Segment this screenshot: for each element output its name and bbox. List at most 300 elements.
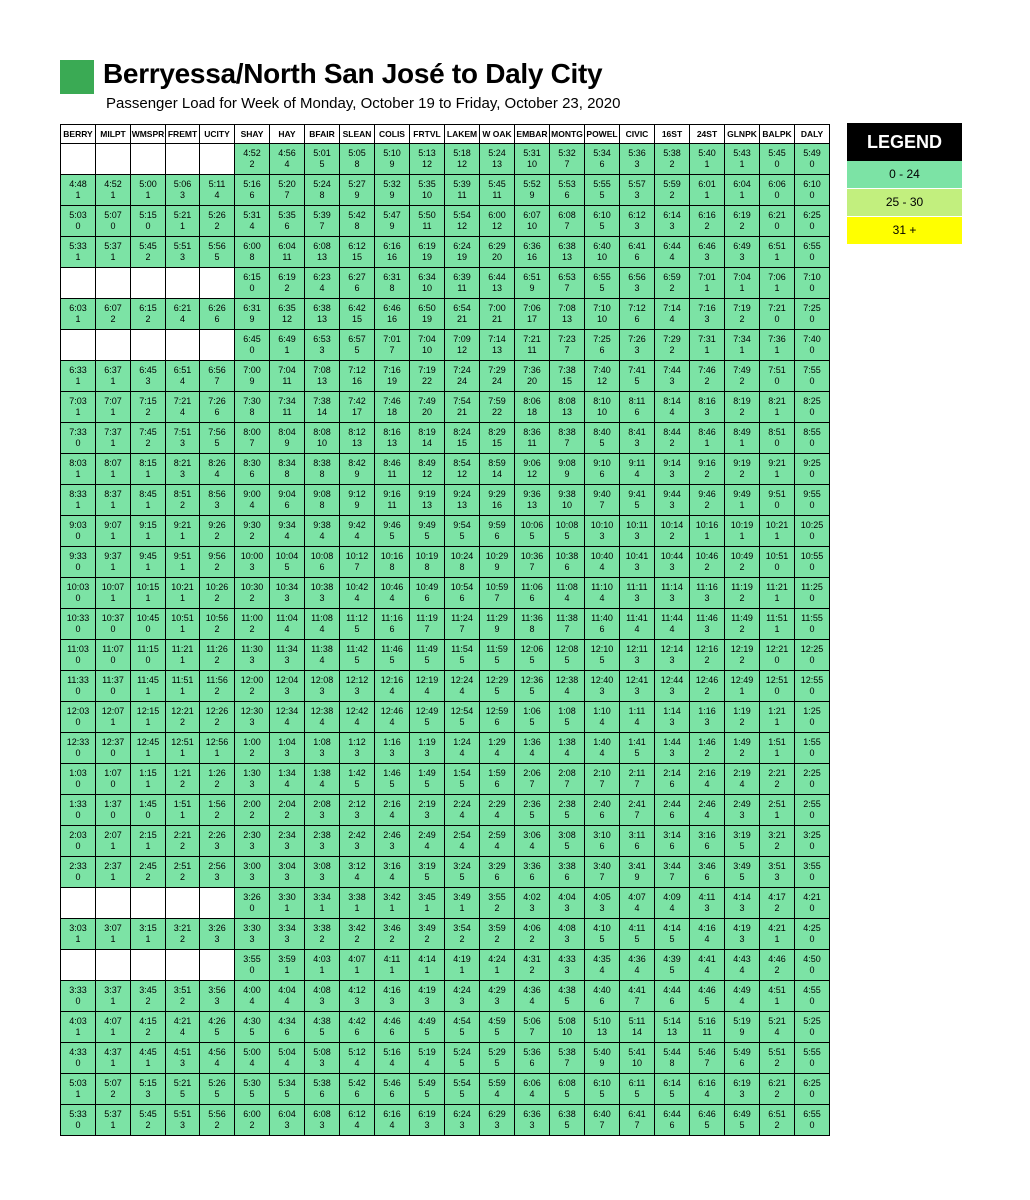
departure-time: 12:33 [66, 737, 90, 747]
load-cell [305, 950, 340, 981]
passenger-load: 7 [704, 1058, 710, 1068]
load-cell [585, 578, 620, 609]
load-cell [410, 485, 445, 516]
passenger-load: 5 [599, 283, 605, 293]
load-cell [480, 888, 515, 919]
load-cell [200, 1012, 235, 1043]
load-cell [96, 485, 131, 516]
brand-logo-square [60, 60, 94, 94]
load-cell [795, 857, 830, 888]
departure-time: 3:55 [488, 892, 506, 902]
load-cell [340, 423, 375, 454]
load-cell [235, 578, 270, 609]
load-cell [131, 1105, 166, 1136]
passenger-load: 16 [491, 500, 502, 510]
departure-time: 6:44 [488, 272, 506, 282]
passenger-load: 4 [249, 500, 255, 510]
passenger-load: 7 [634, 996, 640, 1006]
departure-time: 11:56 [206, 675, 228, 685]
passenger-load: 3 [145, 1089, 151, 1099]
passenger-load: 1 [704, 345, 710, 355]
load-cell [655, 268, 690, 299]
departure-time: 5:51 [768, 1047, 786, 1057]
departure-time: 4:11 [628, 923, 646, 933]
load-cell [410, 919, 445, 950]
departure-time: 5:38 [558, 1047, 576, 1057]
passenger-load: 7 [424, 624, 430, 634]
departure-time: 6:27 [348, 272, 366, 282]
passenger-load: 2 [145, 407, 151, 417]
departure-time: 12:44 [660, 675, 684, 685]
passenger-load: 0 [75, 996, 81, 1006]
load-cell [200, 516, 235, 547]
load-cell [690, 733, 725, 764]
passenger-load: 7 [249, 438, 255, 448]
passenger-load: 9 [599, 1058, 605, 1068]
passenger-load: 13 [316, 314, 327, 324]
passenger-load: 4 [704, 1089, 710, 1099]
passenger-load: 0 [809, 779, 815, 789]
station-header: COLIS [375, 125, 410, 144]
passenger-load: 1 [145, 593, 151, 603]
departure-time: 10:12 [345, 551, 369, 561]
departure-time: 4:06 [523, 923, 541, 933]
load-cell [760, 144, 795, 175]
departure-time: 8:54 [453, 458, 471, 468]
load-cell [480, 330, 515, 361]
departure-time: 1:37 [104, 799, 122, 809]
passenger-load: 2 [774, 1089, 780, 1099]
load-cell [131, 485, 166, 516]
load-cell [410, 733, 445, 764]
load-cell [410, 578, 445, 609]
load-cell [585, 764, 620, 795]
passenger-load: 6 [669, 1120, 675, 1130]
departure-time: 2:21 [173, 830, 192, 840]
passenger-load: 2 [179, 841, 185, 851]
departure-time: 12:46 [695, 675, 719, 685]
load-cell [96, 1012, 131, 1043]
passenger-load: 5 [354, 779, 360, 789]
load-cell [480, 733, 515, 764]
passenger-load: 6 [634, 314, 640, 324]
passenger-load: 16 [351, 376, 362, 386]
load-cell [166, 1105, 200, 1136]
passenger-load: 4 [599, 965, 605, 975]
trip-row [61, 950, 830, 981]
load-cell [585, 826, 620, 857]
passenger-load: 2 [739, 469, 745, 479]
passenger-load: 3 [249, 717, 255, 727]
departure-time: 8:38 [313, 458, 331, 468]
departure-time: 7:38 [558, 365, 576, 375]
load-cell [515, 981, 550, 1012]
passenger-load: 2 [704, 469, 710, 479]
departure-time: 12:55 [800, 675, 824, 685]
passenger-load: 6 [669, 996, 675, 1006]
load-cell [585, 237, 620, 268]
load-cell [725, 237, 760, 268]
passenger-load: 1 [75, 500, 81, 510]
load-cell [410, 392, 445, 423]
departure-time: 2:42 [348, 830, 366, 840]
passenger-load: 9 [494, 562, 500, 572]
departure-time: 4:11 [383, 954, 401, 964]
passenger-load: 7 [564, 283, 570, 293]
passenger-load: 13 [386, 438, 397, 448]
passenger-load: 3 [739, 810, 745, 820]
load-cell [760, 826, 795, 857]
load-cell [235, 733, 270, 764]
load-cell [270, 702, 305, 733]
load-cell [760, 981, 795, 1012]
trip-row [61, 1043, 830, 1074]
load-cell [655, 733, 690, 764]
departure-time: 4:07 [104, 1016, 122, 1026]
load-cell [61, 206, 96, 237]
departure-time: 5:39 [453, 179, 471, 189]
passenger-load: 13 [666, 1027, 677, 1037]
departure-time: 5:08 [558, 1016, 576, 1026]
passenger-load: 3 [249, 934, 255, 944]
load-cell [585, 1043, 620, 1074]
passenger-load: 4 [424, 841, 430, 851]
load-cell [620, 702, 655, 733]
load-cell [690, 857, 725, 888]
departure-time: 5:35 [278, 210, 296, 220]
departure-time: 2:46 [383, 830, 401, 840]
passenger-load: 3 [214, 872, 220, 882]
departure-time: 12:16 [695, 644, 719, 654]
passenger-load: 5 [634, 500, 640, 510]
load-cell [550, 175, 585, 206]
passenger-load: 5 [179, 1089, 185, 1099]
load-cell [270, 640, 305, 671]
load-cell [166, 392, 200, 423]
passenger-load: 3 [354, 748, 360, 758]
load-cell [200, 1105, 235, 1136]
load-cell [270, 1105, 305, 1136]
load-cell [620, 888, 655, 919]
load-cell [235, 1012, 270, 1043]
departure-time: 5:42 [348, 1078, 366, 1088]
load-cell [480, 609, 515, 640]
load-cell [690, 268, 725, 299]
departure-time: 12:16 [380, 675, 404, 685]
passenger-load: 9 [249, 314, 255, 324]
load-cell [375, 516, 410, 547]
load-cell [445, 175, 480, 206]
load-cell [131, 671, 166, 702]
load-cell [61, 1074, 96, 1105]
load-cell [690, 392, 725, 423]
passenger-load: 4 [424, 686, 430, 696]
passenger-load: 4 [564, 748, 570, 758]
load-cell [61, 1105, 96, 1136]
departure-time: 5:38 [663, 148, 681, 158]
load-cell [795, 1074, 830, 1105]
departure-time: 11:37 [102, 675, 124, 685]
passenger-load: 5 [564, 841, 570, 851]
passenger-load: 0 [145, 810, 151, 820]
load-cell [200, 299, 235, 330]
passenger-load: 0 [809, 500, 815, 510]
departure-time: 6:29 [488, 241, 506, 251]
load-cell [725, 1012, 760, 1043]
departure-time: 7:14 [663, 303, 681, 313]
departure-time: 5:31 [523, 148, 541, 158]
load-cell [340, 578, 375, 609]
passenger-load: 4 [249, 996, 255, 1006]
departure-time: 2:04 [278, 799, 296, 809]
passenger-load: 9 [389, 190, 395, 200]
load-cell [375, 795, 410, 826]
load-cell [795, 640, 830, 671]
load-cell [305, 175, 340, 206]
load-cell [725, 826, 760, 857]
load-cell [305, 919, 340, 950]
load-cell [166, 795, 200, 826]
load-cell [550, 733, 585, 764]
load-cell [61, 826, 96, 857]
departure-time: 9:08 [313, 489, 331, 499]
departure-time: 7:16 [383, 365, 401, 375]
load-cell [340, 454, 375, 485]
departure-time: 1:46 [698, 737, 716, 747]
passenger-load: 1 [704, 190, 710, 200]
passenger-load: 0 [774, 159, 780, 169]
passenger-load: 8 [354, 159, 360, 169]
passenger-load: 10 [561, 500, 572, 510]
departure-time: 6:44 [663, 241, 681, 251]
passenger-load: 9 [354, 190, 360, 200]
departure-time: 6:03 [69, 303, 87, 313]
departure-time: 5:52 [523, 179, 541, 189]
passenger-load: 20 [526, 376, 537, 386]
passenger-load: 13 [561, 252, 572, 262]
passenger-load: 3 [214, 841, 220, 851]
passenger-load: 13 [421, 500, 432, 510]
departure-time: 5:45 [139, 241, 157, 251]
passenger-load: 4 [739, 996, 745, 1006]
departure-time: 10:33 [66, 613, 90, 623]
departure-time: 12:14 [660, 644, 684, 654]
departure-time: 2:19 [418, 799, 436, 809]
load-cell [305, 1012, 340, 1043]
departure-time: 12:11 [626, 644, 648, 654]
load-cell [305, 144, 340, 175]
passenger-load: 1 [110, 841, 116, 851]
load-cell [585, 206, 620, 237]
passenger-load: 8 [669, 1058, 675, 1068]
passenger-load: 5 [249, 1089, 255, 1099]
passenger-load: 4 [354, 531, 360, 541]
departure-time: 5:11 [628, 1016, 646, 1026]
load-cell [270, 857, 305, 888]
departure-time: 1:06 [523, 706, 541, 716]
departure-time: 4:46 [768, 954, 786, 964]
station-header-row [61, 125, 830, 144]
departure-time: 8:51 [173, 489, 192, 499]
passenger-load: 5 [459, 717, 465, 727]
load-cell [620, 237, 655, 268]
load-cell [305, 206, 340, 237]
passenger-load: 3 [634, 190, 640, 200]
load-cell [620, 392, 655, 423]
departure-time: 10:45 [136, 613, 160, 623]
passenger-load: 0 [809, 376, 815, 386]
load-cell [620, 1105, 655, 1136]
passenger-load: 8 [529, 624, 535, 634]
departure-time: 7:45 [139, 427, 157, 437]
departure-time: 9:08 [558, 458, 576, 468]
departure-time: 9:59 [488, 520, 506, 530]
passenger-load: 1 [145, 841, 151, 851]
load-cell [131, 330, 166, 361]
load-cell [515, 578, 550, 609]
load-cell [96, 454, 131, 485]
load-cell [61, 454, 96, 485]
departure-time: 2:44 [663, 799, 681, 809]
departure-time: 4:08 [558, 923, 576, 933]
departure-time: 6:53 [313, 334, 331, 344]
passenger-load: 1 [739, 686, 745, 696]
load-cell [340, 175, 375, 206]
departure-time: 4:14 [418, 954, 436, 964]
load-cell [760, 795, 795, 826]
passenger-load: 11 [422, 221, 432, 231]
load-cell [270, 485, 305, 516]
departure-time: 9:38 [313, 520, 331, 530]
departure-time: 9:42 [348, 520, 366, 530]
load-cell [96, 144, 131, 175]
departure-time: 10:04 [275, 551, 299, 561]
passenger-load: 0 [774, 314, 780, 324]
passenger-load: 2 [214, 562, 220, 572]
passenger-load: 6 [599, 810, 605, 820]
departure-time: 7:40 [803, 334, 821, 344]
departure-time: 12:12 [345, 675, 369, 685]
load-cell [480, 702, 515, 733]
departure-time: 5:33 [69, 241, 87, 251]
passenger-load: 3 [494, 996, 500, 1006]
departure-time: 10:19 [415, 551, 439, 561]
passenger-load: 1 [179, 531, 185, 541]
load-cell [200, 361, 235, 392]
passenger-load: 3 [389, 841, 395, 851]
passenger-load: 8 [354, 221, 360, 231]
load-cell [725, 392, 760, 423]
departure-time: 10:44 [660, 551, 684, 561]
departure-time: 3:29 [488, 861, 506, 871]
departure-time: 4:08 [313, 985, 331, 995]
load-cell [305, 702, 340, 733]
passenger-load: 7 [564, 1058, 570, 1068]
departure-time: 2:10 [593, 768, 611, 778]
departure-time: 12:40 [590, 675, 614, 685]
load-cell [340, 361, 375, 392]
departure-time: 12:51 [765, 675, 789, 685]
load-cell [200, 1043, 235, 1074]
passenger-load: 5 [284, 562, 290, 572]
passenger-load: 0 [75, 1058, 81, 1068]
load-cell [550, 764, 585, 795]
departure-time: 7:46 [383, 396, 401, 406]
passenger-load: 5 [634, 376, 640, 386]
load-cell [166, 268, 200, 299]
passenger-load: 9 [389, 159, 395, 169]
departure-time: 3:08 [313, 861, 331, 871]
load-cell [620, 516, 655, 547]
departure-time: 5:45 [139, 1109, 157, 1119]
departure-time: 5:32 [383, 179, 401, 189]
departure-time: 4:03 [313, 954, 331, 964]
passenger-load: 1 [145, 531, 151, 541]
passenger-load: 21 [456, 407, 467, 417]
departure-time: 10:00 [240, 551, 264, 561]
load-cell [96, 919, 131, 950]
departure-time: 5:03 [69, 1078, 87, 1088]
load-cell [480, 1105, 515, 1136]
departure-time: 5:07 [104, 210, 122, 220]
passenger-load: 0 [809, 872, 815, 882]
passenger-load: 7 [599, 500, 605, 510]
load-cell [340, 1043, 375, 1074]
passenger-load: 1 [110, 934, 116, 944]
passenger-load: 8 [389, 562, 395, 572]
trip-row [61, 268, 830, 299]
load-cell [235, 1105, 270, 1136]
passenger-load: 7 [564, 438, 570, 448]
passenger-load: 2 [214, 655, 220, 665]
passenger-load: 6 [494, 717, 500, 727]
departure-time: 12:15 [136, 706, 160, 716]
passenger-load: 13 [456, 500, 467, 510]
passenger-load: 6 [564, 562, 570, 572]
passenger-load: 2 [704, 376, 710, 386]
load-cell [550, 516, 585, 547]
load-cell [620, 919, 655, 950]
load-cell [760, 516, 795, 547]
load-cell [61, 764, 96, 795]
load-cell [445, 268, 480, 299]
departure-time: 3:59 [278, 954, 296, 964]
passenger-load: 4 [599, 748, 605, 758]
passenger-load: 10 [526, 159, 537, 169]
passenger-load: 3 [179, 190, 185, 200]
load-cell [131, 702, 166, 733]
departure-time: 7:16 [698, 303, 716, 313]
load-cell [480, 299, 515, 330]
load-cell [585, 268, 620, 299]
departure-time: 5:45 [488, 179, 506, 189]
departure-time: 3:55 [803, 861, 821, 871]
passenger-load: 1 [704, 159, 710, 169]
load-cell [515, 826, 550, 857]
departure-time: 11:49 [416, 644, 438, 654]
load-cell [270, 268, 305, 299]
passenger-load: 1 [110, 1120, 116, 1130]
passenger-load: 1 [110, 996, 116, 1006]
passenger-load: 2 [249, 593, 255, 603]
passenger-load: 0 [809, 1027, 815, 1037]
load-cell [585, 795, 620, 826]
departure-time: 11:16 [696, 582, 718, 592]
load-cell [96, 578, 131, 609]
passenger-load: 0 [249, 283, 255, 293]
load-cell [725, 423, 760, 454]
passenger-load: 0 [110, 810, 116, 820]
